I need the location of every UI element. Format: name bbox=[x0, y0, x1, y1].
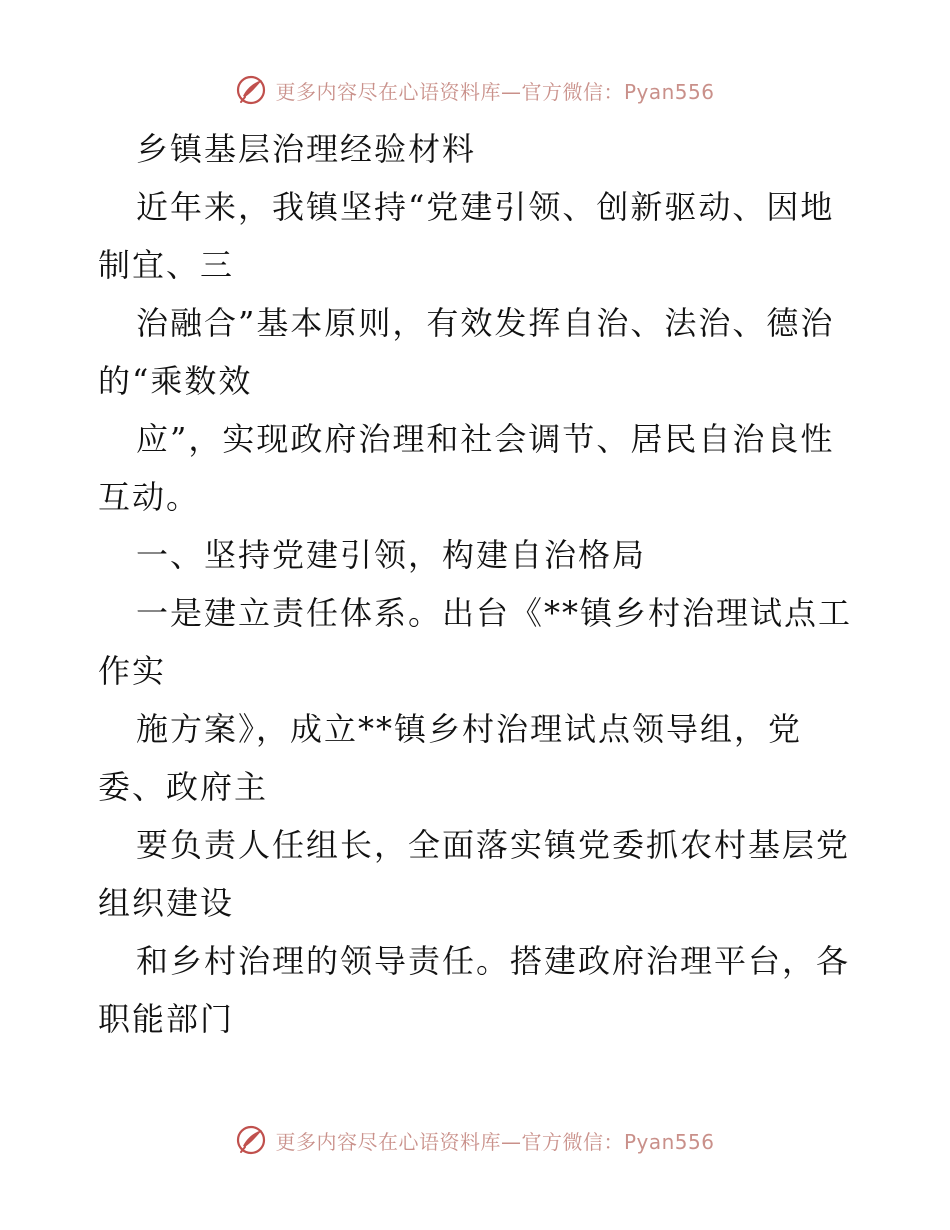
text-line: 的“乘数效 bbox=[98, 362, 253, 400]
text-line: 组织建设 bbox=[98, 884, 235, 922]
text-line: 应”，实现政府治理和社会调节、居民自治良性 bbox=[136, 420, 835, 458]
text-line: 一是建立责任体系。出台《**镇乡村治理试点工 bbox=[136, 594, 853, 632]
text-line: 一、坚持党建引领，构建自治格局 bbox=[136, 536, 647, 574]
text-line: 近年来，我镇坚持“党建引领、创新驱动、因地 bbox=[136, 188, 835, 226]
text-line: 委、政府主 bbox=[98, 768, 269, 806]
text-line: 乡镇基层治理经验材料 bbox=[136, 130, 477, 168]
watermark-text: 更多内容尽在心语资料库—官方微信：Pyan556 bbox=[275, 79, 715, 104]
feather-pen-logo-icon bbox=[235, 74, 267, 106]
document-body bbox=[98, 120, 858, 1048]
text-line: 施方案》，成立**镇乡村治理试点领导组，党 bbox=[136, 710, 803, 748]
footer-watermark bbox=[0, 1120, 950, 1160]
text-line: 职能部门 bbox=[98, 1000, 235, 1038]
text-line: 要负责人任组长，全面落实镇党委抓农村基层党 bbox=[136, 826, 851, 864]
text-line: 制宜、三 bbox=[98, 246, 235, 284]
watermark-text: 更多内容尽在心语资料库—官方微信：Pyan556 bbox=[275, 1129, 715, 1154]
text-line: 和乡村治理的领导责任。搭建政府治理平台，各 bbox=[136, 942, 851, 980]
header-watermark bbox=[0, 70, 950, 110]
text-line: 作实 bbox=[98, 652, 167, 690]
feather-pen-logo-icon bbox=[235, 1124, 267, 1156]
text-line: 互动。 bbox=[98, 478, 201, 516]
text-line: 治融合”基本原则，有效发挥自治、法治、德治 bbox=[136, 304, 835, 342]
